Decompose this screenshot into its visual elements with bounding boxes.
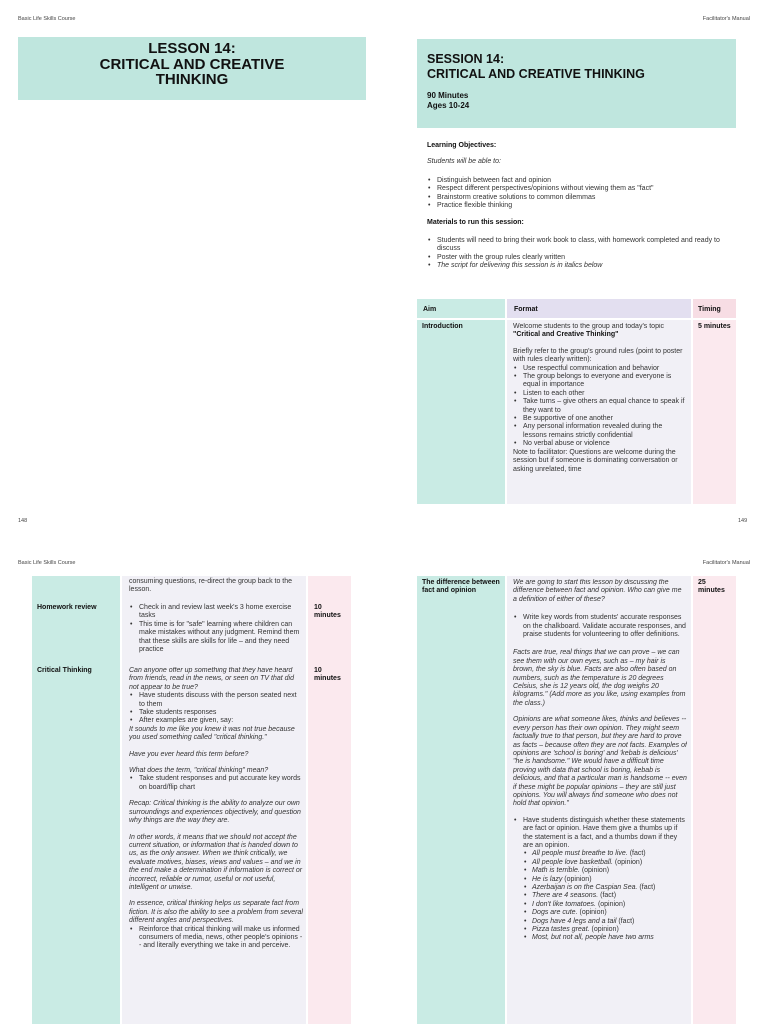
ground-rule-item: • Be supportive of one another [513, 415, 687, 423]
continued-text: consuming questions, re-direct the group back to the lesson. [129, 578, 293, 594]
session-title-banner [417, 39, 736, 128]
critical-list-item: • Take students responses [129, 709, 303, 717]
example-label: (fact) [629, 850, 646, 858]
welcome-topic: "Critical and Creative Thinking" [513, 331, 619, 339]
fact-opinion-example [523, 934, 687, 942]
fact-list-item: • Write key words from students' accurate responses on the chalkboard. Validate accurate responses, and praise students for volunteering to offer definitions. [513, 614, 687, 639]
spread-page-150-151 [0, 556, 768, 1024]
ground-rules-intro: Briefly refer to the group's ground rules (point to poster with rules clearly written): [513, 347, 683, 364]
timing-column-left [308, 576, 351, 1024]
row-aim-fact-vs-opinion: The difference between fact and opinion [422, 579, 500, 595]
objectives-list [427, 177, 732, 211]
critical-list-2 [129, 775, 303, 792]
critical-p1: Can anyone offer up something that they have heard from friends, read in the news, or seen on TV that did not appear to be true? [129, 667, 294, 691]
objective-item: • Practice flexible thinking [427, 202, 732, 210]
ground-rule-item: • The group belongs to everyone and everyone is equal in importance [513, 373, 687, 390]
fact-opinion-example [523, 859, 687, 867]
example-statement: All people must breathe to live. [532, 850, 628, 858]
lesson-title-line: THINKING [155, 71, 229, 88]
session-title-line: SESSION 14: [427, 52, 505, 66]
session-duration: 90 Minutes [427, 91, 469, 100]
material-item: • Students will need to bring their work book to class, with homework completed and ready to discuss [427, 237, 732, 254]
row-format-fact-vs-opinion [513, 579, 687, 1024]
row-timing-introduction: 5 minutes [698, 323, 731, 330]
critical-p5: Recap: Critical thinking is the ability to analyze our own surroundings and experiences objectively, and question why things are the way they are. [129, 800, 301, 825]
example-label: (opinion) [597, 900, 626, 908]
example-label: (opinion) [581, 867, 610, 875]
ground-rule-item: • Any personal information revealed during the lessons remains strictly confidential [513, 423, 687, 440]
example-statement: Azerbaijan is on the Caspian Sea. [532, 884, 638, 891]
objective-item: • Distinguish between fact and opinion [427, 177, 732, 185]
ground-rules-list [513, 365, 687, 449]
critical-p7: In essence, critical thinking helps us separate fact from fiction. It is also the ability to see a problem from several different angles and perspectives. [129, 900, 303, 925]
running-header-right: Facilitator's Manual [702, 16, 750, 22]
ground-rule-item: • Use respectful communication and behavior [513, 365, 687, 373]
fact-opinion-example [523, 926, 687, 934]
example-label: (fact) [618, 917, 635, 925]
critical-p4: What does the term, "critical thinking" mean? [129, 767, 269, 775]
example-statement: He is lazy [532, 875, 563, 883]
example-statement: Most, but not all, people have two arms [532, 934, 654, 942]
welcome-text: Welcome students to the group and today's topic [513, 323, 665, 330]
material-item-note: • The script for delivering this session is in italics below [427, 262, 732, 270]
example-label: (opinion) [564, 875, 592, 883]
fact-opinion-example [523, 901, 687, 909]
example-statement: Dogs are cute. [532, 909, 578, 917]
row-timing-fact-vs-opinion: 25 minutes [698, 579, 725, 595]
fact-opinion-example [523, 909, 687, 917]
critical-list-1 [129, 692, 303, 726]
material-item: • Poster with the group rules clearly written [427, 254, 732, 262]
example-label: (opinion) [614, 858, 643, 866]
objective-item: • Brainstorm creative solutions to common dilemmas [427, 194, 732, 202]
row-aim-critical-thinking: Critical Thinking [37, 667, 92, 674]
critical-p2: It sounds to me like you knew it was not true because you used something called "critical thinking." [129, 725, 295, 742]
table-header-format: Format [514, 306, 538, 313]
aim-column [417, 320, 505, 504]
page-number-149: 149 [738, 518, 748, 524]
critical-p6: In other words, it means that we should not accept the current situation, or information that is handed down to us, as the only answer. When we think critically, we evaluate motives, biases, views and values – and we in the end make a determination if information is correct or incorrect, reliable or rumor, useful or not useful, intelligent or unwise. [129, 833, 303, 891]
objectives-intro: Students will be able to: [427, 158, 501, 166]
table-header-aim: Aim [423, 306, 437, 313]
example-label: (fact) [639, 884, 656, 891]
row-format-homework-review [129, 604, 303, 654]
ground-rule-item: • Take turns – give others an equal chance to speak if they want to [513, 398, 687, 415]
ground-rule-item: • No verbal abuse or violence [513, 440, 687, 448]
facilitator-note: Note to facilitator: Questions are welcome during the session but if someone is dominating conversation or asking unrelated, time [513, 448, 678, 473]
materials-heading: Materials to run this session: [427, 219, 524, 227]
critical-list-item: • Have students discuss with the person seated next to them [129, 692, 303, 709]
fact-list-item: • Have students distinguish whether these statements are fact or opinion. Have them give a thumbs up if the statement is a fact, and a thumbs down if they are an opinion. [513, 817, 687, 851]
critical-p3: Have you ever heard this term before? [129, 750, 249, 758]
fact-p2: Facts are true, real things that we can prove – we can see them with our own eyes, such as – my hair is brown, the sky is blue. Facts are also often based on numbers, such as the temperature is 20 degrees Celsius, she is 12 years old, the dog weighs 20 kilograms." (Add more as you like, using examples from the class.) [513, 649, 686, 707]
example-statement: Pizza tastes great. [532, 926, 590, 934]
example-statement: Dogs have 4 legs and a tail [532, 917, 617, 925]
homework-item: • This time is for "safe" learning where children can make mistakes without any judgment. Remind them that these skills are skills for life – and they need practice [129, 621, 303, 655]
table-header-timing: Timing [698, 306, 721, 313]
fact-p3: Opinions are what someone likes, thinks and believes -- every person has their own opinion. They might seem factually true to that person, but they are hard to prove as facts – because often they are not facts. Examples of opinions are 'school is boring' and 'kebab is delicious' "he is handsome." We would have a difficult time proving with data that school is boring, kebab is delicious, and that a particular man is handsome -- even if these might be popular opinions – they are still just opinions. You will always find someone who does not hold that opinion." [513, 716, 687, 808]
example-statement: Math is terrible. [532, 867, 580, 875]
fact-list-1 [513, 614, 687, 639]
running-header-left: Basic Life Skills Course [18, 16, 76, 22]
fact-opinion-examples [513, 850, 687, 942]
row-aim-homework-review: Homework review [37, 604, 97, 611]
running-header-left: Basic Life Skills Course [18, 560, 76, 566]
objectives-heading: Learning Objectives: [427, 142, 497, 149]
row-format-critical-thinking [129, 667, 303, 1024]
objective-item: • Respect different perspectives/opinions without viewing them as "fact" [427, 185, 732, 193]
fact-opinion-example [523, 918, 687, 926]
timing-column [693, 320, 736, 504]
example-statement: There are 4 seasons. [532, 892, 599, 900]
running-header-right: Facilitator's Manual [702, 560, 750, 566]
ground-rule-item: • Listen to each other [513, 390, 687, 398]
fact-opinion-example [523, 850, 687, 858]
row-aim-introduction: Introduction [422, 323, 463, 330]
session-ages: Ages 10-24 [427, 101, 470, 110]
row-format-introduction [513, 323, 687, 501]
aim-column-right [417, 576, 505, 1024]
objectives-section [427, 142, 732, 270]
page-number-148: 148 [18, 518, 28, 524]
fact-opinion-example [523, 884, 687, 892]
lesson-title-line: CRITICAL AND CREATIVE [99, 55, 285, 73]
example-label: (fact) [600, 892, 617, 900]
critical-list-item: • Reinforce that critical thinking will make us informed consumers of media, news, other people's opinions -- and literally everything we take in and perceive. [129, 926, 303, 951]
fact-opinion-example [523, 867, 687, 875]
fact-p1: We are going to start this lesson by discussing the difference between fact and opinion. Who can give me a definition of either of these? [513, 579, 682, 603]
lesson-title-banner [18, 37, 366, 100]
aim-column-left [32, 576, 120, 1024]
session-title-line: CRITICAL AND CREATIVE THINKING [427, 67, 645, 81]
critical-list-item: • Take student responses and put accurate key words on board/flip chart [129, 775, 303, 792]
lesson-title-line: LESSON 14: [148, 40, 236, 57]
critical-list-item: • After examples are given, say: [129, 717, 303, 725]
row-timing-homework-review: 10 minutes [314, 604, 341, 620]
example-statement: I don't like tomatoes. [532, 900, 596, 908]
critical-list-3 [129, 926, 303, 951]
fact-opinion-example [523, 892, 687, 900]
homework-item: • Check in and review last week's 3 home exercise tasks [129, 604, 303, 621]
timing-column-right [693, 576, 736, 1024]
fact-opinion-example [523, 876, 687, 884]
materials-list [427, 237, 732, 271]
fact-list-2 [513, 817, 687, 851]
welcome-paragraph [513, 323, 687, 340]
example-label: (opinion) [591, 926, 619, 934]
example-label: (opinion) [579, 909, 607, 917]
example-statement: All people love basketball. [532, 858, 613, 866]
row-timing-critical-thinking: 10 minutes [314, 667, 341, 683]
